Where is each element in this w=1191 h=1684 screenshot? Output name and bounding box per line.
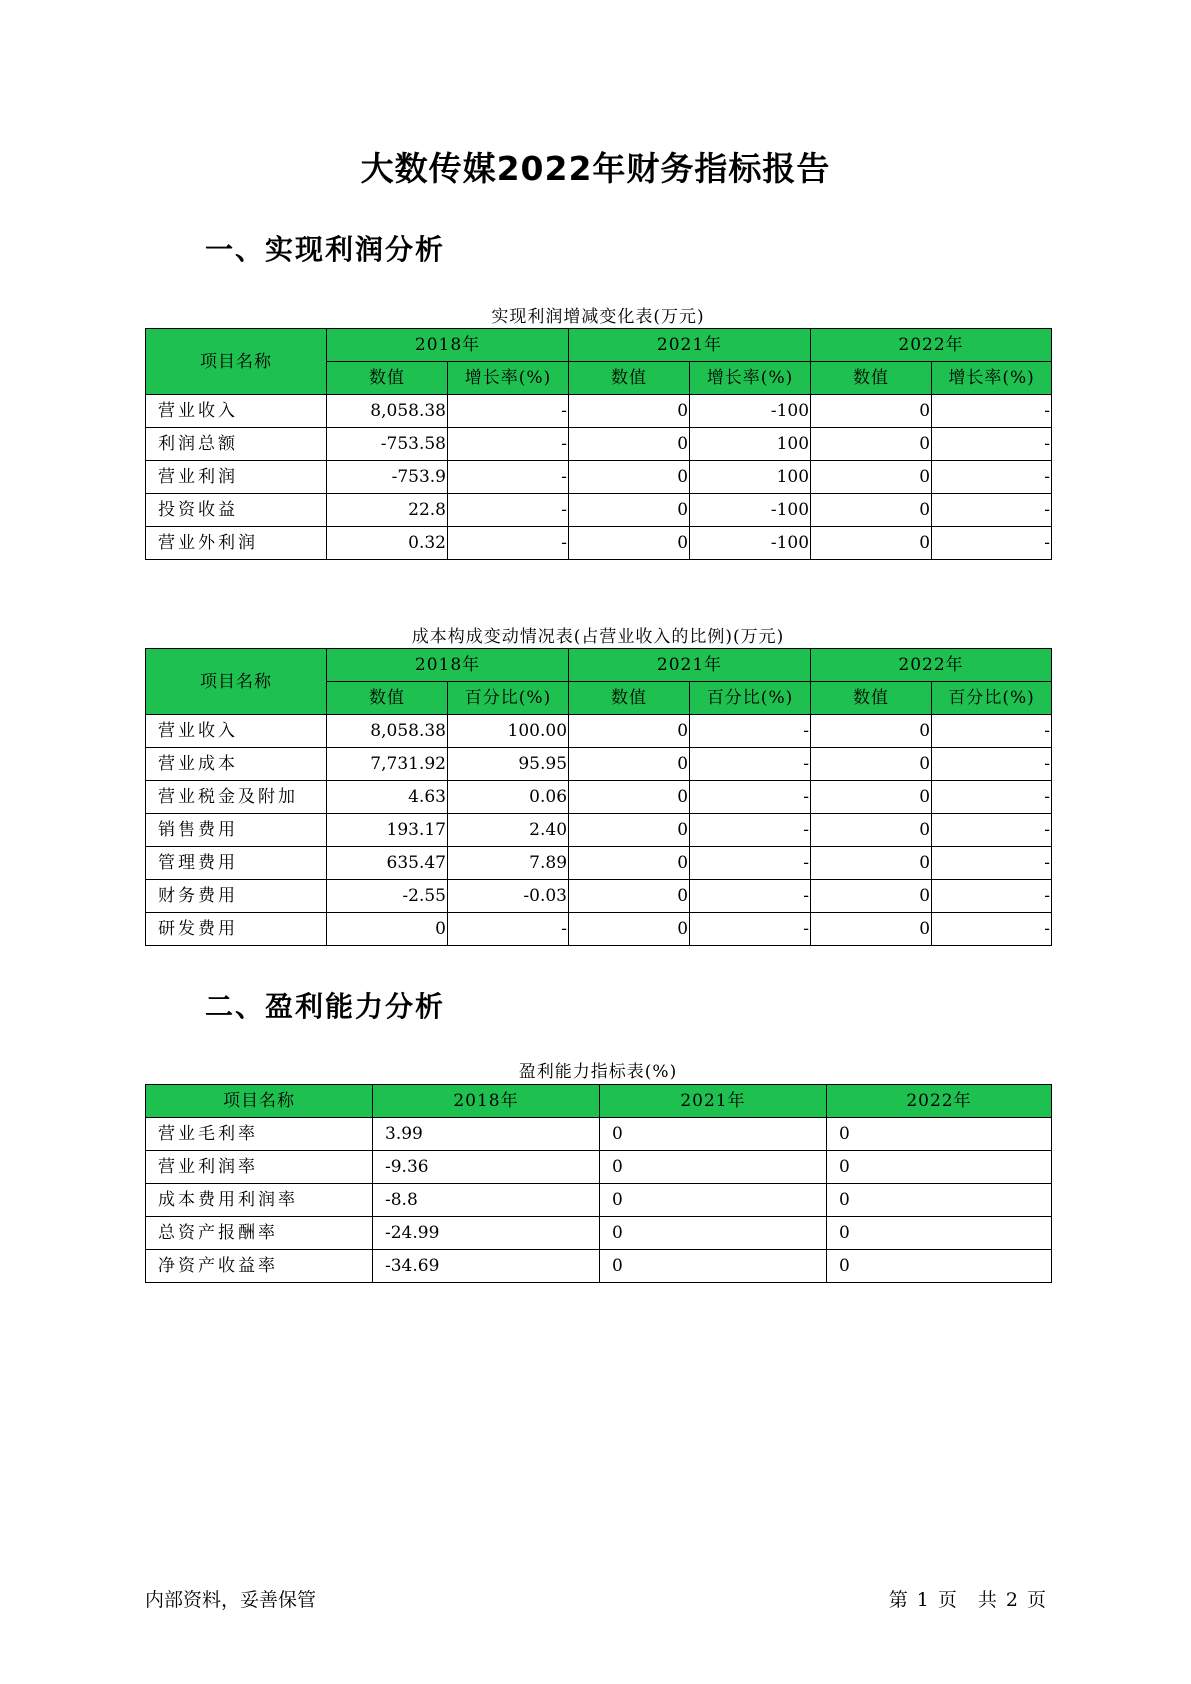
table-row [146,880,1052,913]
table-cell: - [690,847,811,880]
table-cell: 4.63 [327,781,448,814]
table-cell: -100 [690,527,811,560]
cost-structure-table [145,648,1052,946]
table-cell: 0 [811,748,932,781]
table3-body [146,1118,1052,1283]
table-cell: 0 [811,461,932,494]
table-cell: - [932,395,1052,428]
table3-header: 2022年 [827,1085,1052,1118]
table-cell: - [448,494,569,527]
table3-header: 项目名称 [146,1085,373,1118]
table-cell: 0 [600,1118,827,1151]
table2-name-header: 项目名称 [146,649,327,715]
table-cell: 0 [811,847,932,880]
table-row [146,527,1052,560]
table-cell: 8,058.38 [327,395,448,428]
table3-header: 2018年 [373,1085,600,1118]
table-cell: - [690,814,811,847]
table-cell: -0.03 [448,880,569,913]
table-cell: -8.8 [373,1184,600,1217]
table2-sub-header: 数值 [569,682,690,715]
table-cell: 0.06 [448,781,569,814]
table-cell: - [932,715,1052,748]
table-cell: 0 [811,781,932,814]
row-label: 销售费用 [146,814,327,847]
table-row [146,781,1052,814]
table-cell: 100 [690,428,811,461]
table1-year-header: 2021年 [569,329,811,362]
table2-sub-header: 数值 [811,682,932,715]
table-row [146,1151,1052,1184]
row-label: 营业收入 [146,715,327,748]
table2-year-header: 2018年 [327,649,569,682]
table1-sub-header: 数值 [811,362,932,395]
row-label: 营业外利润 [146,527,327,560]
table-cell: - [690,715,811,748]
table-row [146,428,1052,461]
row-label: 营业毛利率 [146,1118,373,1151]
page-mid: 页 共 [937,1589,998,1611]
table2-sub-header: 百分比(%) [932,682,1052,715]
table-cell: - [932,880,1052,913]
table-cell: 0 [569,913,690,946]
table-cell: 0 [827,1151,1052,1184]
row-label: 营业利润率 [146,1151,373,1184]
table-cell: 2.40 [448,814,569,847]
table1-sub-header: 数值 [327,362,448,395]
table-cell: - [932,428,1052,461]
table-cell: 0 [811,527,932,560]
table-cell: 0.32 [327,527,448,560]
table-cell: -100 [690,494,811,527]
table-cell: - [448,913,569,946]
row-label: 投资收益 [146,494,327,527]
table-cell: - [690,748,811,781]
table1-caption: 实现利润增减变化表(万元) [491,307,705,327]
table-cell: 0 [600,1151,827,1184]
row-label: 管理费用 [146,847,327,880]
table-cell: 100.00 [448,715,569,748]
table1-name-header: 项目名称 [146,329,327,395]
table1-sub-header: 增长率(%) [690,362,811,395]
table-cell: 0 [569,880,690,913]
table-row [146,1250,1052,1283]
table-row [146,395,1052,428]
table-cell: - [448,428,569,461]
table-cell: - [932,847,1052,880]
page-prefix: 第 [888,1589,909,1611]
table-cell: 7,731.92 [327,748,448,781]
table-row [146,494,1052,527]
row-label: 研发费用 [146,913,327,946]
report-title: 大数传媒2022年财务指标报告 [360,149,831,188]
row-label: 营业成本 [146,748,327,781]
table3-header: 2021年 [600,1085,827,1118]
table-cell: 0 [569,461,690,494]
table-cell: -2.55 [327,880,448,913]
table2-year-header: 2022年 [811,649,1052,682]
table-cell: 0 [569,715,690,748]
table-cell: - [690,781,811,814]
table-cell: 0 [569,527,690,560]
table2-sub-header: 百分比(%) [448,682,569,715]
table-cell: 100 [690,461,811,494]
table-cell: - [932,527,1052,560]
table-cell: 0 [811,880,932,913]
table-row [146,1118,1052,1151]
table-cell: - [448,527,569,560]
table-cell: 0 [811,494,932,527]
table-row [146,847,1052,880]
table3-caption: 盈利能力指标表(%) [518,1062,678,1082]
table-row [146,814,1052,847]
table-cell: 0 [327,913,448,946]
table-cell: 3.99 [373,1118,600,1151]
table-row [146,715,1052,748]
table-cell: - [932,781,1052,814]
table-cell: 0 [569,781,690,814]
table-cell: 0 [827,1217,1052,1250]
table-cell: - [932,748,1052,781]
table-cell: 22.8 [327,494,448,527]
row-label: 成本费用利润率 [146,1184,373,1217]
row-label: 营业收入 [146,395,327,428]
table2-year-header: 2021年 [569,649,811,682]
table-cell: 0 [827,1118,1052,1151]
table1-sub-header: 增长率(%) [932,362,1052,395]
table-cell: 0 [569,428,690,461]
table-cell: 0 [811,814,932,847]
table2-sub-header: 百分比(%) [690,682,811,715]
section-heading-profit: 一、实现利润分析 [205,233,446,266]
table1-sub-header: 增长率(%) [448,362,569,395]
table-cell: 193.17 [327,814,448,847]
table1-body [146,395,1052,560]
table-cell: - [690,880,811,913]
table-cell: 0 [827,1250,1052,1283]
row-label: 营业税金及附加 [146,781,327,814]
table-cell: - [932,814,1052,847]
table-cell: 0 [600,1250,827,1283]
section-heading-profitability: 二、盈利能力分析 [205,990,446,1023]
table-cell: - [448,461,569,494]
table-cell: 8,058.38 [327,715,448,748]
row-label: 财务费用 [146,880,327,913]
table1-sub-header: 数值 [569,362,690,395]
table-cell: 0 [811,715,932,748]
table-row [146,913,1052,946]
page-number [885,1585,1051,1612]
table-cell: 7.89 [448,847,569,880]
row-label: 净资产收益率 [146,1250,373,1283]
table-cell: -753.58 [327,428,448,461]
table-cell: -100 [690,395,811,428]
table-cell: 0 [811,395,932,428]
table-cell: 0 [600,1184,827,1217]
page-total: 2 [1005,1589,1019,1611]
table-cell: 0 [569,814,690,847]
table-cell: - [448,395,569,428]
table2-body [146,715,1052,946]
table-cell: 95.95 [448,748,569,781]
table-cell: - [932,461,1052,494]
profit-change-table [145,328,1052,560]
table-cell: 0 [600,1217,827,1250]
table-row [146,748,1052,781]
table-cell: - [690,913,811,946]
table-cell: 0 [569,494,690,527]
table1-year-header: 2022年 [811,329,1052,362]
confidential-note: 内部资料，妥善保管 [145,1589,317,1611]
table-cell: -34.69 [373,1250,600,1283]
table-row [146,1184,1052,1217]
table-cell: - [932,913,1052,946]
table-cell: -753.9 [327,461,448,494]
table2-sub-header: 数值 [327,682,448,715]
table-cell: 0 [569,748,690,781]
table-cell: 0 [569,847,690,880]
table-row [146,461,1052,494]
table1-year-header: 2018年 [327,329,569,362]
page-current: 1 [916,1589,930,1611]
row-label: 总资产报酬率 [146,1217,373,1250]
table-cell: 0 [827,1184,1052,1217]
table-cell: - [932,494,1052,527]
profitability-table [145,1084,1052,1283]
table-cell: -9.36 [373,1151,600,1184]
row-label: 利润总额 [146,428,327,461]
table-cell: 635.47 [327,847,448,880]
page-suffix: 页 [1026,1589,1047,1611]
row-label: 营业利润 [146,461,327,494]
table-cell: -24.99 [373,1217,600,1250]
table-cell: 0 [811,913,932,946]
table-cell: 0 [569,395,690,428]
table2-caption: 成本构成变动情况表(占营业收入的比例)(万元) [411,627,785,647]
table-cell: 0 [811,428,932,461]
table-row [146,1217,1052,1250]
